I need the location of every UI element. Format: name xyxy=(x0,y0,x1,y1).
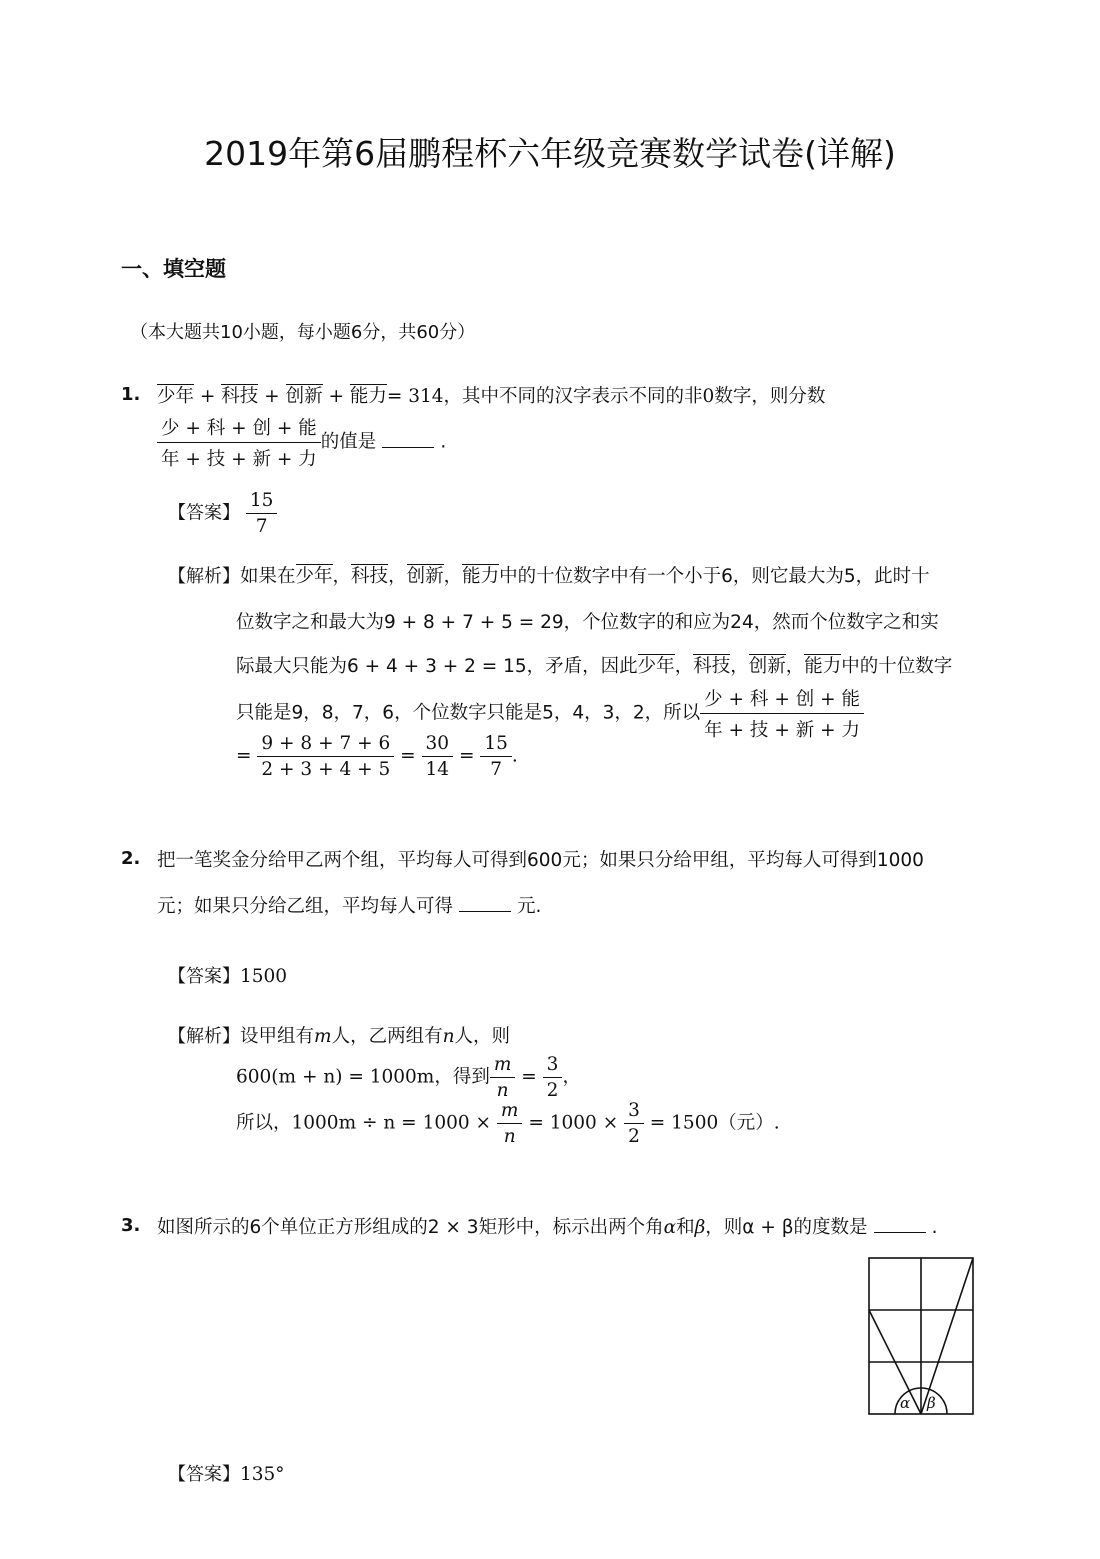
q1-frac-a-den: 2 + 3 + 4 + 5 xyxy=(261,759,391,780)
q1-analysis-text: 如果在 xyxy=(240,566,296,587)
q3-beta: β xyxy=(694,1217,706,1238)
q1-stem-line2 xyxy=(157,414,446,471)
q1-word-1: 少年 xyxy=(157,386,195,407)
q1-a-word-3: 创新 xyxy=(406,566,444,587)
q3-grid-figure xyxy=(866,1256,976,1418)
q1-word-4: 能力 xyxy=(349,386,387,407)
q2-frac-32b-num: 3 xyxy=(624,1100,644,1124)
q1-analysis-line2: 位数字之和最大为9 + 8 + 7 + 5 = 29，个位数字的和应为24，然而个位数字之和实 xyxy=(236,612,939,633)
q1-frac-a-num: 9 + 8 + 7 + 6 xyxy=(257,733,394,757)
q2-analysis-text: 人，乙两组有 xyxy=(331,1026,443,1047)
q2-frac-mn2-num: m xyxy=(497,1100,523,1124)
q3-stem-text: . xyxy=(931,1217,938,1238)
q1-word-2: 科技 xyxy=(221,386,259,407)
q1-analysis-frac-den: 年 + 技 + 新 + 力 xyxy=(704,720,860,741)
q2-analysis-line1 xyxy=(168,1022,510,1048)
q2-stem-text: 元. xyxy=(517,896,542,917)
q2-frac-32-2 xyxy=(624,1100,644,1147)
q2-frac-mn-num: m xyxy=(490,1054,516,1078)
q2-analysis-text: = 1000 × xyxy=(528,1112,619,1134)
page-title: 2019年第6届鹏程杯六年级竞赛数学试卷(详解) xyxy=(204,134,896,173)
q1-word-3: 创新 xyxy=(285,386,323,407)
q1-stem-line1: 少年 + 科技 + 创新 + 能力= 314，其中不同的汉字表示不同的非0数字，则分数 xyxy=(157,386,826,407)
q1-b-word-1: 少年 xyxy=(637,656,675,677)
alpha-label: α xyxy=(900,1394,911,1412)
q1-stem-end: . xyxy=(440,431,447,453)
q3-stem-text: 和 xyxy=(676,1217,695,1238)
q1-analysis-line1: 【解析】如果在少年，科技，创新，能力中的十位数字中有一个小于6，则它最大为5，此时十 xyxy=(168,566,930,587)
q2-analysis-text: 所以，1000m ÷ n = 1000 × xyxy=(236,1112,492,1134)
q1-frac-b-den: 14 xyxy=(425,759,450,780)
q1-frac-c-num: 15 xyxy=(480,733,512,757)
q1-frac-b-num: 30 xyxy=(422,733,454,757)
q1-analysis-fraction xyxy=(700,685,864,742)
q1-analysis-text: 际最大只能为6 + 4 + 3 + 2 = 15，矛盾，因此 xyxy=(236,656,638,677)
q1-a-word-4: 能力 xyxy=(462,566,500,587)
q2-frac-32-den: 2 xyxy=(546,1080,559,1101)
q1-a-word-1: 少年 xyxy=(295,566,333,587)
q1-analysis-line3: 际最大只能为6 + 4 + 3 + 2 = 15，矛盾，因此少年，科技，创新，能力中的十位数字 xyxy=(236,656,953,677)
q2-analysis-text: 设甲组有 xyxy=(240,1026,315,1047)
q2-analysis-text: 600(m + n) = 1000m，得到 xyxy=(236,1066,490,1088)
q1-number: 1. xyxy=(121,384,141,405)
q2-answer xyxy=(168,962,287,988)
beta-ray xyxy=(921,1258,973,1414)
q2-frac-32b-den: 2 xyxy=(628,1126,640,1147)
q2-frac-mn-2 xyxy=(497,1100,523,1147)
q1-fraction-denominator: 年 + 技 + 新 + 力 xyxy=(161,449,317,470)
q2-analysis-line2: 600(m + n) = 1000m，得到 $\frac{m}{n}$ = $\frac{3}{2}$ ， xyxy=(236,1054,581,1101)
q3-answer xyxy=(168,1460,285,1486)
q3-answer-label: 【答案】 xyxy=(168,1464,240,1485)
q2-analysis-text: = 1500（元）. xyxy=(649,1112,780,1134)
q1-fraction-numerator: 少 + 科 + 创 + 能 xyxy=(157,414,321,443)
q2-stem-line1: 把一笔奖金分给甲乙两个组，平均每人可得到600元；如果只分给甲组，平均每人可得到1000 xyxy=(157,850,924,871)
q3-number: 3. xyxy=(121,1215,141,1236)
q2-answer-value: 1500 xyxy=(240,966,288,987)
q1-frac-b xyxy=(422,733,454,780)
q1-answer xyxy=(168,490,277,537)
q1-b-word-2: 科技 xyxy=(693,656,731,677)
q1-analysis-text: 只能是9，8，7，6，个位数字只能是5，4，3，2，所以 xyxy=(236,702,701,724)
q1-analysis-label: 【解析】 xyxy=(168,566,240,587)
q2-stem-line2 xyxy=(157,892,541,918)
q2-answer-label: 【答案】 xyxy=(168,966,240,987)
q3-answer-value: 135° xyxy=(240,1464,285,1485)
q2-analysis-line3 xyxy=(236,1100,780,1147)
q1-b-word-4: 能力 xyxy=(804,656,842,677)
q2-frac-mn2-den: n xyxy=(503,1126,516,1147)
q1-analysis-text: 中的十位数字 xyxy=(841,656,953,677)
q1-answer-label: 【答案】 xyxy=(168,502,240,524)
q1-analysis-text: 中的十位数字中有一个小于6，则它最大为5，此时十 xyxy=(499,566,930,587)
q1-analysis-line5: = $\frac{9 + 8 + 7 + 6}{2 + 3 + 4 + 5}$ = $\frac{30}{14}$ = $\frac{15}{7}$ . xyxy=(236,733,518,780)
q3-stem-text: ，则α + β的度数是 xyxy=(705,1217,868,1238)
section-heading: 一、填空题 xyxy=(121,257,226,281)
q1-analysis-frac-num: 少 + 科 + 创 + 能 xyxy=(700,685,864,714)
q1-frac-c-den: 7 xyxy=(490,759,502,780)
q2-frac-32 xyxy=(543,1054,563,1101)
q2-answer-blank[interactable] xyxy=(459,893,511,912)
q2-frac-32-num: 3 xyxy=(543,1054,563,1078)
q1-answer-blank[interactable] xyxy=(382,429,434,448)
q2-number: 2. xyxy=(121,848,141,869)
q1-answer-fraction xyxy=(246,490,278,537)
q3-answer-blank[interactable] xyxy=(874,1214,926,1233)
q1-b-word-3: 创新 xyxy=(748,656,786,677)
q2-analysis-text: 人，则 xyxy=(454,1026,511,1047)
q3-alpha: α xyxy=(663,1217,677,1238)
q3-stem xyxy=(157,1213,937,1239)
q1-fraction xyxy=(157,414,321,471)
q2-analysis-label: 【解析】 xyxy=(168,1026,240,1047)
q2-stem-text: 元；如果只分给乙组，平均每人可得 xyxy=(157,896,454,917)
section-note: （本大题共10小题，每小题6分，共60分） xyxy=(130,322,476,343)
q3-stem-text: 如图所示的6个单位正方形组成的2 × 3矩形中，标示出两个角 xyxy=(157,1217,664,1238)
q2-var-m: m xyxy=(314,1026,332,1047)
q1-frac-a xyxy=(257,733,394,780)
beta-label: β xyxy=(927,1394,936,1412)
q1-stem-tail: = 314，其中不同的汉字表示不同的非0数字，则分数 xyxy=(386,386,826,407)
q1-answer-den: 7 xyxy=(255,516,268,537)
q2-frac-mn xyxy=(490,1054,516,1101)
q2-var-n: n xyxy=(442,1026,455,1047)
q1-frac-c xyxy=(480,733,512,780)
q1-stem-after: 的值是 xyxy=(320,431,377,453)
q1-answer-num: 15 xyxy=(246,490,278,514)
q1-a-word-2: 科技 xyxy=(351,566,389,587)
q2-frac-mn-den: n xyxy=(496,1080,509,1101)
